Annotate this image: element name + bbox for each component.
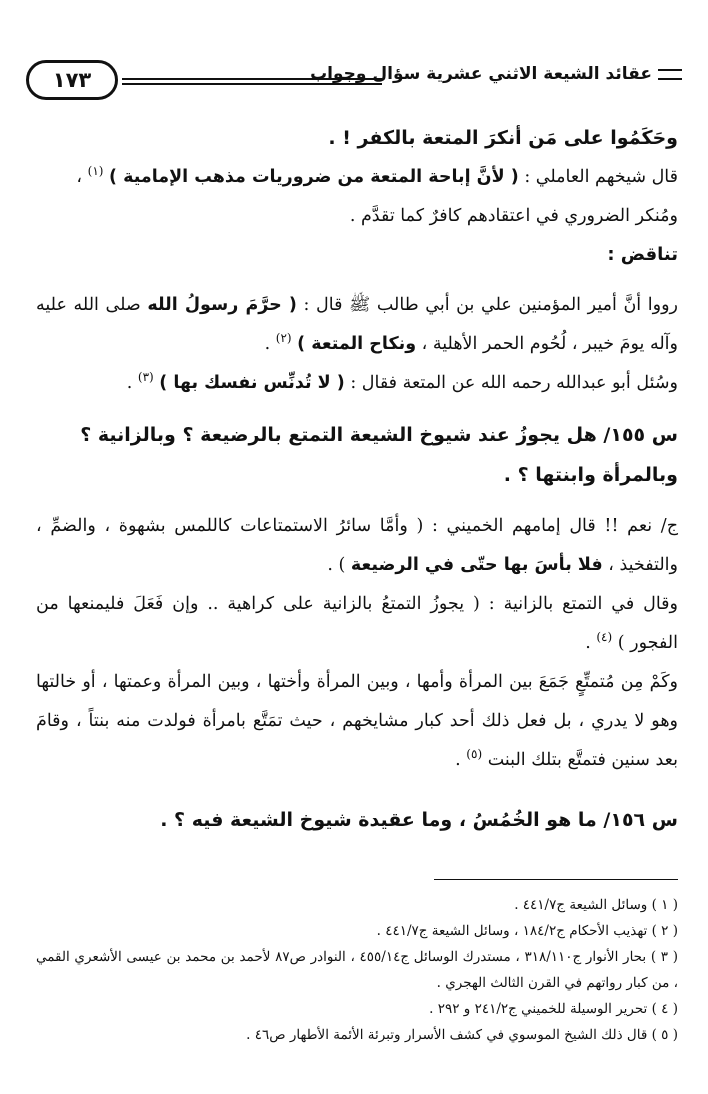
question-155: س ١٥٥/ هل يجوزُ عند شيوخ الشيعة التمتع بالرضيعة ؟ وبالزانية ؟ وبالمرأة وابنتها ؟ .	[80, 424, 678, 486]
spacer	[36, 495, 678, 507]
intro-line: وحَكَمُوا على مَن أنكرَ المتعة بالكفر ! .	[328, 127, 678, 149]
text: ) .	[327, 555, 351, 575]
quote: ( لأنَّ إباحة المتعة من ضروريات مذهب الإمامية )	[109, 167, 519, 187]
answer-155	[36, 507, 678, 585]
text: وسُئل أبو عبدالله رحمه الله عن المتعة فقال :	[344, 373, 678, 393]
footnote-ref: (٥)	[466, 747, 483, 762]
spacer	[36, 780, 678, 800]
spacer	[36, 274, 678, 286]
text: ،	[76, 167, 88, 187]
paragraph-abu-abdullah	[36, 364, 678, 403]
bold-text: فلا بأسَ بها حتّى في الرضيعة	[350, 555, 603, 575]
text: صلى الله عليه وآله يومَ خيبر ، لُحُوم الحمر الأهلية ،	[36, 295, 678, 354]
footnote-ref: (١)	[87, 164, 104, 179]
text: .	[264, 334, 276, 354]
footnote-2: ( ٢ ) تهذيب الأحكام ج١٨٤/٢ ، وسائل الشيعة ج٤٤١/٧ .	[376, 923, 678, 939]
paragraph-denier: ومُنكر الضروري في اعتقادهم كافرٌ كما تقدَّم .	[349, 206, 678, 226]
footnote-separator	[434, 879, 678, 880]
paragraph-khaybar	[36, 286, 678, 364]
question-156: س ١٥٦/ ما هو الخُمُسُ ، وما عقيدة شيوخ الشيعة فيه ؟ .	[160, 809, 678, 831]
section-heading: تناقض :	[607, 244, 678, 265]
text: .	[126, 373, 138, 393]
footnotes	[36, 892, 678, 1048]
footnote-5: ( ٥ ) قال ذلك الشيخ الموسوي في كشف الأسرار وتبرئة الأئمة الأطهار ص٤٦ .	[246, 1027, 678, 1043]
page-header	[26, 60, 682, 104]
paragraph-amili	[36, 158, 678, 197]
spacer	[36, 403, 678, 415]
quote: ( حرَّمَ رسولُ الله	[147, 295, 297, 315]
footnote-4: ( ٤ ) تحرير الوسيلة للخميني ج٢٤١/٢ و ٢٩٢ .	[429, 1001, 678, 1017]
paragraph-zaniya	[36, 585, 678, 663]
text: قال شيخهم العاملي :	[518, 167, 678, 187]
footnote-1: ( ١ ) وسائل الشيعة ج٤٤١/٧ .	[514, 897, 678, 913]
text: ج/ نعم !! قال إمامهم الخميني : ( وأمَّا سائرُ الاستمتاعات كاللمس بشهوة ، والضمِّ ، والتفخيذ ،	[36, 516, 678, 575]
text: وقال في التمتع بالزانية : ( يجوزُ التمتعُ بالزانية على كراهية .. وإن فَعَلَ فليمنعها من الفجور )	[36, 594, 678, 653]
text: رووا أنَّ أمير المؤمنين علي بن أبي طالب ﷺ قال :	[296, 295, 678, 315]
paragraph-mutamatti	[36, 663, 678, 780]
text: .	[455, 750, 467, 770]
quote: ( لا تُدنِّس نفسك بها )	[159, 373, 345, 393]
footnote-ref: (٣)	[137, 370, 154, 385]
quote: ونكاح المتعة )	[297, 334, 417, 354]
running-title: عقائد الشيعة الاثني عشرية سؤال وجواب	[310, 64, 682, 84]
footnote-ref: (٤)	[596, 630, 613, 645]
text: وكَمْ مِن مُتمتِّعٍ جَمَعَ بين المرأة وأمها ، وبين المرأة وأختها ، وبين المرأة وعمتها ، أو خالتها وهو لا يدري ، بل فعل ذلك أحد كبار مشايخهم ، حيث تمَتَّع بامرأة فولدت منه بنتاً ، وقامَ بعد سنين فتمتَّع بتلك البنت	[36, 672, 678, 770]
text: .	[585, 633, 597, 653]
footnote-ref: (٢)	[275, 331, 292, 346]
page-number: ١٧٣	[26, 60, 118, 100]
page-body	[36, 118, 678, 840]
footnote-3: ( ٣ ) بحار الأنوار ج٣١٨/١١٠ ، مستدرك الوسائل ج٤٥٥/١٤ ، النوادر ص٨٧ لأحمد بن محمد بن عيسى الأشعري القمي ، من كبار رواتهم في القرن الثالث الهجري .	[36, 949, 678, 991]
